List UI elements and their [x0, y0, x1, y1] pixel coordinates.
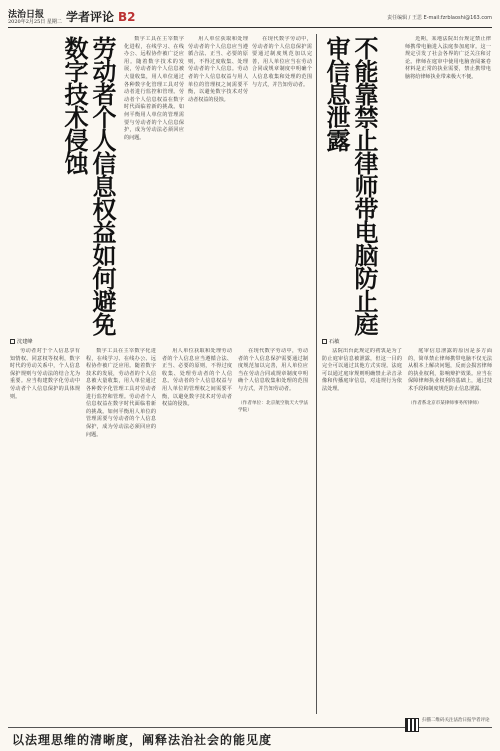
editor-contact: 责任编辑 / 王思 E-mail:fzrblaoshi@163.com	[387, 15, 492, 21]
left-byline: 沈建峰	[10, 338, 33, 345]
bottom-rule	[8, 727, 492, 728]
section-name: 学者评论	[66, 10, 115, 24]
left-col-3: 在现代数字劳动中，劳动者的个人信息保护需要通过制度规范加以完善，用人单位应当在劳动合同或规章制度中明确个人信息收集和处理的范围与方式，并告知劳动者。	[252, 36, 312, 88]
left-col-7: 在现代数字劳动中，劳动者的个人信息保护需要通过制度规范加以完善，用人单位应当在劳动合同或规章制度中明确个人信息收集和处理的范围与方式，并告知劳动者。 （作者单位：北京航空航天大学法学院）	[238, 348, 308, 414]
issue-date: 2020年2月25日 星期二	[8, 19, 62, 25]
right-byline: 石敏	[322, 338, 339, 345]
right-col-3: 庭审信息泄露的原因是多方面的，简单禁止律师携带电脑不仅无法从根本上解决问题，反而会损害律师的执业权利，影响辩护效果。应当在保障律师执业权利的基础上，通过技术手段和制度规范防止信息泄露。 （作者系北京市某律师事务所律师）	[408, 348, 492, 406]
left-col-4: 劳动者对于个人信息享有知情权、同意权等权利，数字时代的劳动关系中，个人信息保护规则与劳动法的结合尤为重要。应当构建数字化劳动中劳动者个人信息保护的具体规则。	[10, 348, 80, 400]
qr-note: 扫描二维码关注法治日报学者评论	[422, 718, 490, 723]
right-footnote: （作者系北京市某律师事务所律师）	[408, 400, 482, 406]
left-col-5: 数字工具在主宰数字化进程，在线学习、在线办公、远程协作被广泛应用。随着数字技术的发展，劳动者的个人信息被大量收集，用人单位通过各种数字化管理工具对劳动者进行监控和管理。劳动者个人信息权益在数字时代面临着新的挑战。如何平衡用人单位的管理需要与劳动者的个人信息保护，成为劳动法必须回应的问题。	[86, 348, 156, 438]
qr-code-icon[interactable]	[405, 718, 419, 732]
byline-box-icon	[10, 339, 15, 344]
left-col-2: 用人单位获取和处理劳动者的个人信息应当遵循合法、正当、必要的原则，不得过度收集、处理劳动者的个人信息。劳动者的个人信息权益与用人单位的管理权之间需要平衡，以避免数字技术对劳动者权益的侵蚀。	[188, 36, 248, 103]
left-headline: 劳动者个人信息权益如何避免数字技术侵蚀	[60, 36, 116, 335]
section-title	[66, 8, 136, 25]
page-number: B2	[118, 10, 136, 24]
byline-box-icon	[322, 339, 327, 344]
right-col-1: 近期，某地法院出台规定禁止律师携带电脑进入法庭参加庭审。这一规定引发了社会各界的广泛关注和讨论。律师在庭审中使用电脑查阅案卷材料是正常的执业需要，禁止携带电脑将给律师执业带来极大不便。	[405, 36, 491, 80]
column-divider	[316, 34, 317, 714]
bottom-slogan: 以法理思维的清晰度，阐释法治社会的能见度	[12, 733, 273, 747]
right-headline: 不能靠禁止律师带电脑防止庭审信息泄露	[322, 36, 378, 335]
left-col-1: 数字工具在主宰数字化进程，在线学习、在线办公、远程协作被广泛应用。随着数字技术的发展，劳动者的个人信息被大量收集，用人单位通过各种数字化管理工具对劳动者进行监控和管理。劳动者个人信息权益在数字时代面临着新的挑战。如何平衡用人单位的管理需要与劳动者的个人信息保护，成为劳动法必须回应的问题。	[124, 36, 184, 141]
newspaper-logo: 法治日报	[8, 10, 45, 20]
right-col-2: 法院出台此规定的初衷是为了防止庭审信息被泄露，但这一目的完全可以通过其他方式实现。法庭可以通过庭审规则明确禁止录音录像和传播庭审信息，对违规行为依法处理。	[322, 348, 402, 392]
left-footnote: （作者单位：北京航空航天大学法学院）	[238, 400, 308, 414]
page-header	[8, 6, 492, 28]
left-col-6: 用人单位获取和处理劳动者的个人信息应当遵循合法、正当、必要的原则，不得过度收集、处理劳动者的个人信息。劳动者的个人信息权益与用人单位的管理权之间需要平衡，以避免数字技术对劳动者权益的侵蚀。	[162, 348, 232, 408]
